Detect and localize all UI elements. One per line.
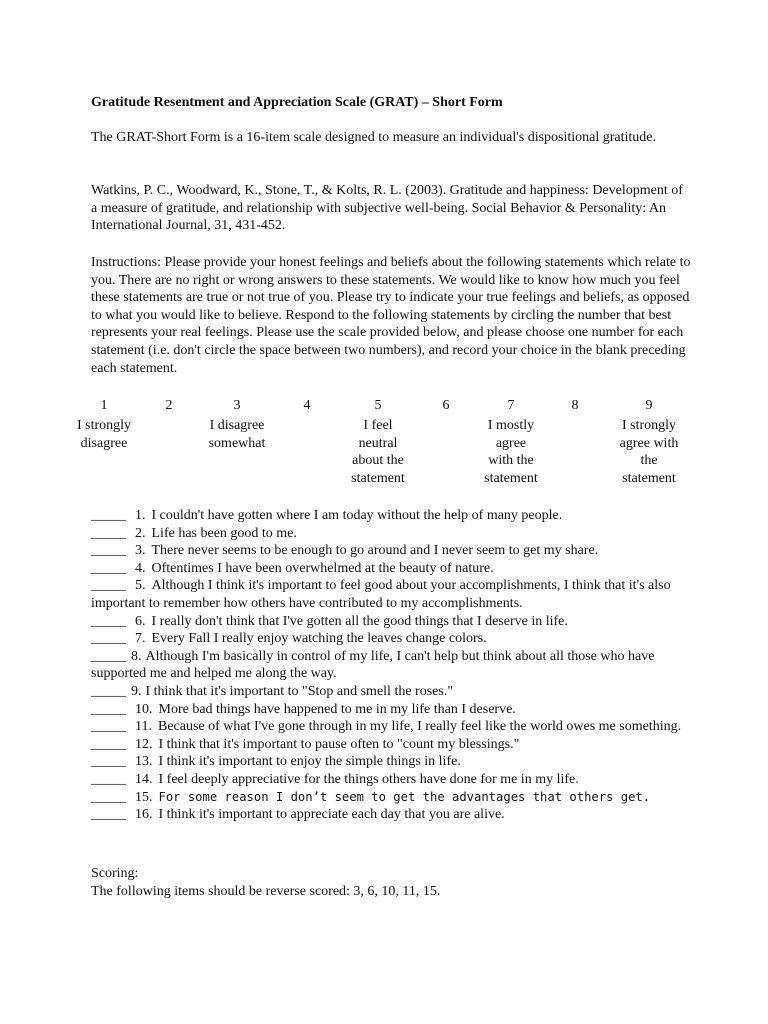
statement-text: I feel deeply appreciative for the things others have done for me in my life. [158, 771, 579, 787]
statement-number: 14. [135, 771, 153, 787]
statement-item [91, 630, 691, 648]
statement-item [91, 525, 691, 543]
response-blank: _____ [91, 719, 126, 735]
document-title: Gratitude Resentment and Appreciation Scale (GRAT) – Short Form [91, 95, 503, 110]
response-blank: _____ [91, 771, 126, 787]
response-blank: _____ [91, 631, 126, 647]
statement-number: 13. [135, 754, 153, 770]
scale-point-6: 6 [442, 398, 450, 413]
statement-item [91, 789, 691, 807]
response-blank: _____ [91, 578, 126, 594]
scoring-text: The following items should be reverse scored: 3, 6, 10, 11, 15. [91, 883, 441, 899]
scale-point-4: 4 [303, 398, 311, 413]
statement-number: 8. [131, 648, 142, 664]
statement-text: I think that it's important to "Stop and smell the roses." [145, 683, 454, 699]
scale-label-disagree-somewhat: I disagree somewhat [208, 418, 266, 451]
statement-item [91, 771, 691, 789]
statement-item [91, 648, 691, 683]
statement-text: More bad things have happened to me in my life than I deserve. [158, 701, 516, 717]
statement-text: I think it's important to appreciate each day that you are alive. [158, 807, 505, 823]
statement-list [91, 507, 691, 824]
statement-text: Life has been good to me. [151, 525, 297, 541]
statement-number: 2. [135, 525, 146, 541]
scale-point-8: 8 [571, 398, 579, 413]
response-blank: _____ [91, 701, 126, 717]
statement-text: Although I think it's important to feel good about your accomplishments, I think that it's also important to remember how others have contributed to my accomplishments. [91, 578, 671, 611]
statement-number: 3. [135, 543, 146, 559]
scale-point-1: 1 [100, 398, 108, 413]
statement-number: 1. [135, 508, 146, 523]
statement-text: For some reason I don’t seem to get the advantages that others get. [158, 789, 651, 804]
scale-point-7: 7 [507, 398, 515, 413]
statement-number: 10. [135, 701, 153, 717]
response-blank: _____ [91, 543, 126, 559]
scale-point-2: 2 [165, 398, 173, 413]
statement-item [91, 613, 691, 631]
response-blank: _____ [91, 508, 126, 523]
statement-item [91, 718, 691, 736]
scale-description: The GRAT-Short Form is a 16-item scale designed to measure an individual's dispositional gratitude. [91, 130, 657, 145]
scale-label-neutral: I feel neutral about the statement [351, 418, 405, 486]
scale-label-strongly-disagree: I strongly disagree [76, 418, 132, 451]
statement-number: 15. [135, 789, 153, 805]
statement-number: 9. [131, 683, 142, 699]
rating-scale [0, 397, 768, 497]
statement-text: I couldn't have gotten where I am today without the help of many people. [151, 508, 563, 523]
statement-number: 7. [135, 631, 146, 647]
statement-item [91, 701, 691, 719]
statement-text: I think that it's important to pause often to "count my blessings." [158, 736, 520, 752]
statement-item [91, 683, 691, 701]
scale-point-5: 5 [374, 398, 382, 413]
instructions: Instructions: Please provide your honest feelings and beliefs about the following statements which relate to you. There are no right or wrong answers to these statements. We would like to know how much you feel these statements are true or not true of you. Please try to indicate your true feelings and beliefs, as opposed to what you would like to believe. Respond to the following statements by circling the number that best represents your real feelings. Please use the scale provided below, and please choose one number for each statement (i.e. don't circle the space between two numbers), and record your choice in the blank preceding each statement. [91, 255, 691, 376]
statement-text: I really don't think that I've gotten all the good things that I deserve in life. [151, 613, 568, 629]
statement-text: I think it's important to enjoy the simple things in life. [158, 754, 461, 770]
statement-number: 6. [135, 613, 146, 629]
statement-number: 12. [135, 736, 153, 752]
statement-text: Oftentimes I have been overwhelmed at the beauty of nature. [151, 560, 494, 576]
statement-item [91, 736, 691, 754]
statement-number: 11. [135, 719, 152, 735]
scale-label-strongly-agree: I strongly agree with the statement [619, 418, 679, 486]
response-blank: _____ [91, 789, 126, 805]
scale-point-9: 9 [645, 398, 653, 413]
statement-number: 4. [135, 560, 146, 576]
response-blank: _____ [91, 525, 126, 541]
statement-item [91, 507, 691, 525]
response-blank: _____ [91, 613, 126, 629]
scoring-section [91, 865, 691, 900]
statement-text: Because of what I've gone through in my life, I really feel like the world owes me something. [157, 719, 682, 735]
statement-text: There never seems to be enough to go around and I never seem to get my share. [151, 543, 599, 559]
response-blank: _____ [91, 736, 126, 752]
statement-item [91, 753, 691, 771]
citation: Watkins, P. C., Woodward, K., Stone, T., & Kolts, R. L. (2003). Gratitude and happiness: Development of a measure of gratitude, and relationship with subjective well-being. Social Behavior & Personality: An International Journal, 31, 431-452. [91, 183, 683, 234]
response-blank: _____ [91, 683, 126, 699]
statement-item [91, 577, 691, 612]
scale-label-mostly-agree: I mostly agree with the statement [484, 418, 538, 486]
scoring-heading: Scoring: [91, 866, 139, 881]
statement-item [91, 560, 691, 578]
statement-text: Although I'm basically in control of my life, I can't help but think about all those who have supported me and helped me along the way. [91, 648, 655, 682]
statement-text: Every Fall I really enjoy watching the leaves change colors. [151, 631, 487, 647]
statement-number: 16. [135, 807, 153, 823]
response-blank: _____ [91, 648, 126, 664]
statement-item [91, 542, 691, 560]
scale-point-3: 3 [233, 398, 241, 413]
response-blank: _____ [91, 807, 126, 823]
response-blank: _____ [91, 560, 126, 576]
response-blank: _____ [91, 754, 126, 770]
statement-number: 5. [135, 578, 146, 594]
statement-item [91, 806, 691, 824]
